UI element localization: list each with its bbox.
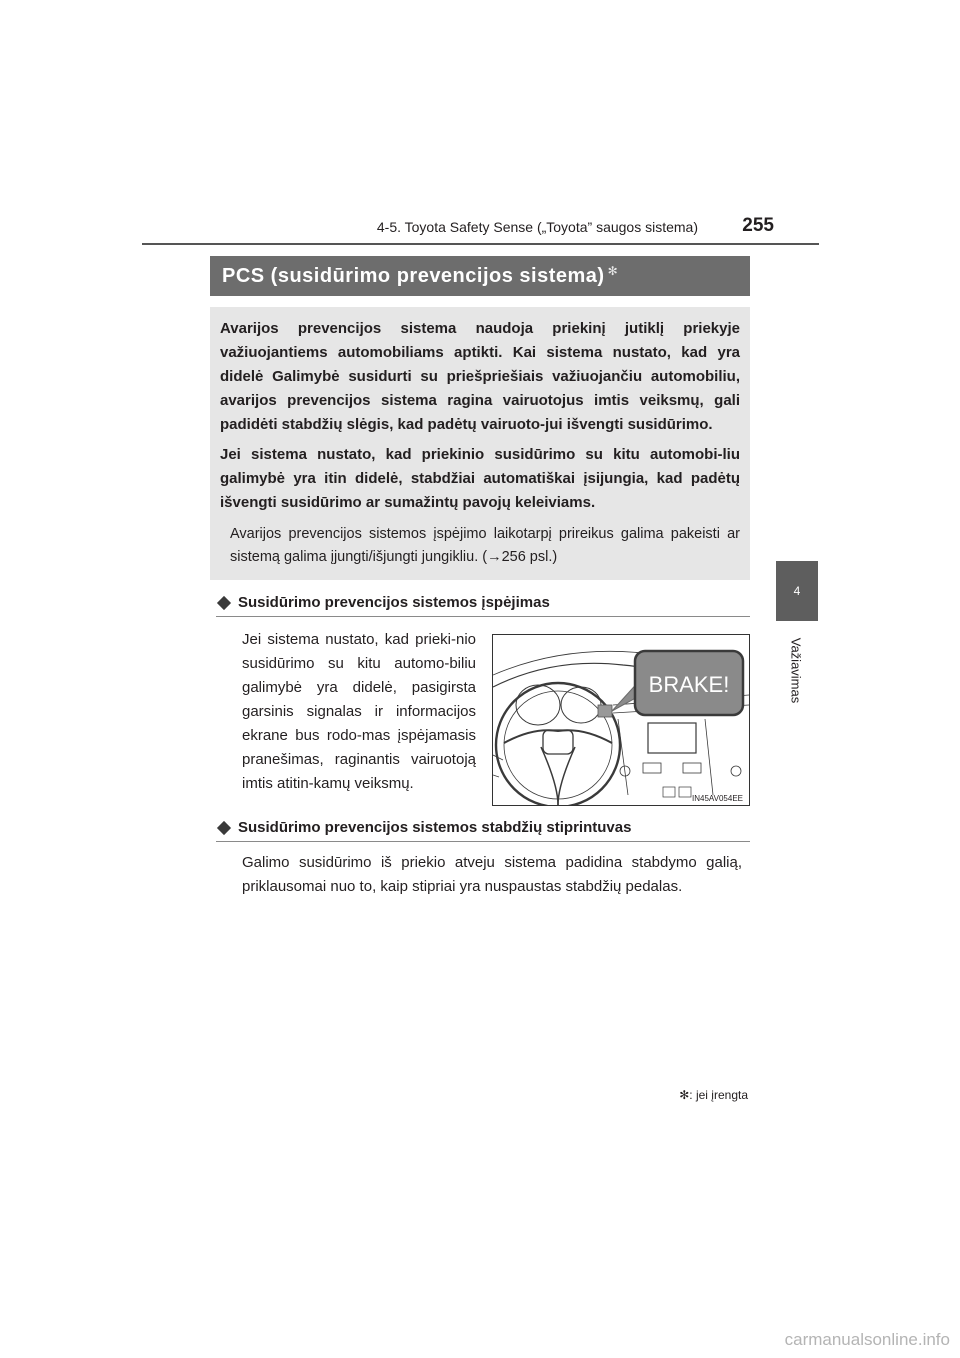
intro-note: Avarijos prevencijos sistemos įspėjimo laikotarpį prireikus galima pakeisti ar sistemą galima įjungti/išjungti jungikliu. (→256 psl.) [230, 526, 740, 565]
chapter-label [760, 630, 832, 710]
page-title: PCS (susidūrimo prevencijos sistema) [222, 264, 605, 287]
equipment-mark-icon: ✻ [679, 1088, 690, 1102]
section-heading-bar [210, 256, 750, 296]
brake-warning-label: BRAKE! [648, 672, 730, 697]
subheading-brake-assist-text: Susidūrimo prevencijos sistemos stabdžių stiprintuvas [238, 819, 632, 836]
intro-box [210, 307, 750, 580]
page-number: 255 [742, 215, 774, 236]
header-divider [142, 243, 819, 245]
warning-description: Jei sistema nustato, kad prieki-nio susidūrimo su kitu automo-biliu galimybė yra didelė, pasigirsta garsinis signalas ir informacijos ekrane bus rodo-mas įspėjamasis pranešimas, raginantis vairuotoją imtis atitin-kamų veiksmų. [242, 631, 476, 792]
watermark: carmanualsonline.info [784, 1330, 950, 1349]
intro-paragraph-2: Jei sistema nustato, kad priekinio susidūrimo su kitu automobi-liu galimybė yra itin didelė, stabdžiai automatiškai įsijungia, kad padėtų išvengti susidūrimo ar sumažintų pavojų keleiviams. [220, 446, 740, 511]
subheading-warning [216, 594, 750, 617]
dashboard-drawing [493, 635, 749, 805]
intro-paragraph-1: Avarijos prevencijos sistema naudoja priekinį jutiklį priekyje važiuojantiems automobiliams aptikti. Kai sistema nustato, kad yra didelė Galimybė susidurti su priešpriešiais važiuojančiu automobiliu, avarijos prevencijos sistema ragina vairuotojus imtis veiksmų, gali padidėti stabdžių slėgis, kad padėtų vairuoto-jui išvengti susidūrimo. [220, 320, 740, 433]
brake-assist-description: Galimo susidūrimo iš priekio atveju sistema padidina stabdymo galią, priklausomai nuo to, kaip stipriai yra nuspaustas stabdžių pedalas. [242, 854, 742, 895]
footnote [679, 1088, 748, 1102]
diamond-bullet-icon [217, 595, 231, 609]
subheading-brake-assist [216, 819, 750, 842]
chapter-label-text: Važiavimas [788, 637, 804, 703]
subheading-warning-text: Susidūrimo prevencijos sistemos įspėjimas [238, 594, 550, 611]
figure-code: IN45AV054EE [692, 794, 743, 803]
diamond-bullet-icon [217, 820, 231, 834]
dashboard-illustration [492, 634, 750, 806]
footnote-text: : jei įrengta [689, 1088, 748, 1102]
chapter-number: 4 [793, 584, 801, 598]
page-header [0, 0, 960, 250]
chapter-tab[interactable] [776, 561, 818, 621]
section-title: 4-5. Toyota Safety Sense („Toyota” saugos sistema) [376, 219, 698, 235]
equipment-mark-icon: ✻ [607, 264, 618, 278]
